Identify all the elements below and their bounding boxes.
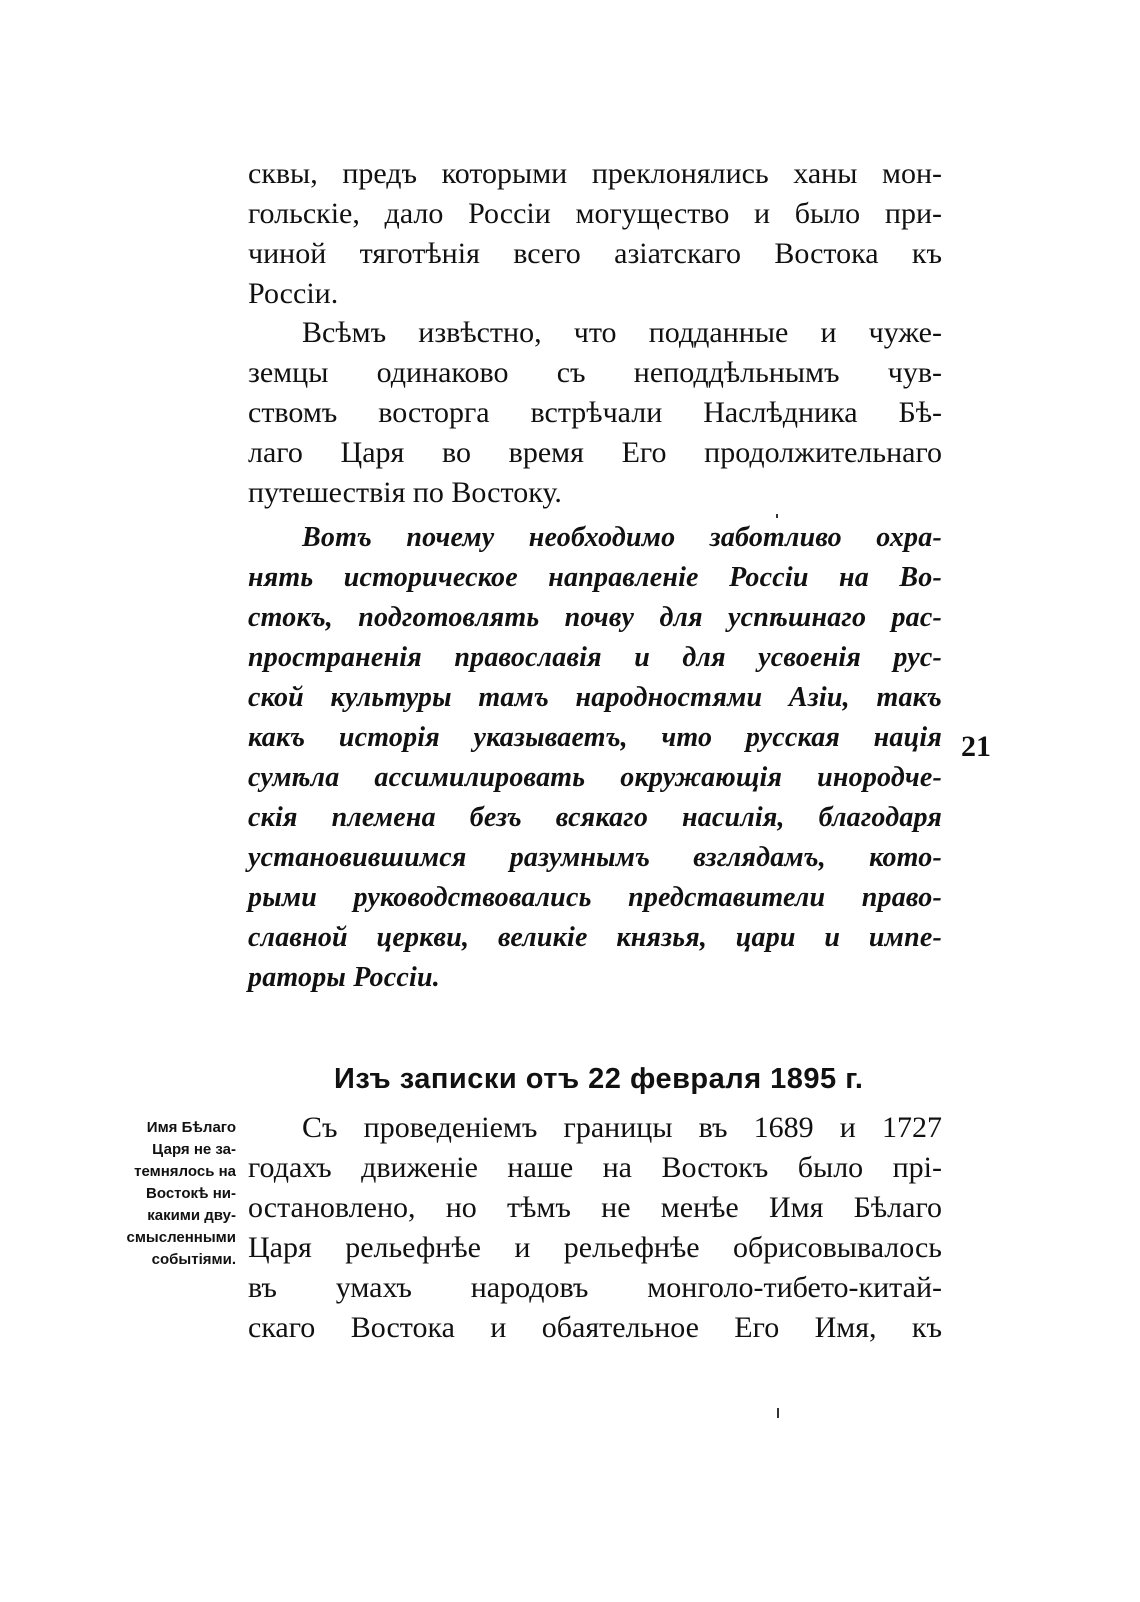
italic-line: Вотъ почему необходимо заботливо охра- (302, 522, 942, 553)
italic-paragraph (248, 518, 942, 998)
paragraph-final (248, 1108, 942, 1348)
italic-line: нять историческое направленіе Россіи на Во- (248, 562, 942, 593)
paragraph-line: лаго Царя во время Его продолжительнаго (248, 436, 942, 469)
paragraph-line: земцы одинаково съ неподдѣльнымъ чув- (248, 356, 942, 389)
italic-line: пространенія православія и для усвоенія рус- (248, 642, 942, 673)
paragraph-line: скаго Востока и обаятельное Его Имя, къ (248, 1311, 942, 1344)
paragraph-line: ствомъ восторга встрѣчали Наслѣдника Бѣ- (248, 396, 942, 429)
italic-line: стокъ, подготовлять почву для успѣшнаго рас- (248, 602, 942, 633)
paragraph-line: сквы, предъ которыми преклонялись ханы мон- (248, 157, 942, 190)
paragraph-2 (248, 313, 942, 513)
italic-line: ской культуры тамъ народностями Азіи, такъ (248, 682, 942, 713)
italic-line: сумѣла ассимилировать окружающія инородче- (248, 762, 942, 793)
italic-line: скія племена безъ всякаго насилія, благодаря (248, 802, 942, 833)
margin-note-line: темнялось на (134, 1163, 236, 1180)
margin-note-line: событіями. (151, 1251, 236, 1268)
paragraph-1 (248, 154, 942, 314)
scan-speck (777, 1408, 779, 1418)
page-number: 21 (961, 730, 991, 763)
paragraph-line: чиной тяготѣнія всего азіатскаго Востока къ (248, 237, 942, 270)
scan-speck (776, 514, 778, 518)
section-heading: Изъ записки отъ 22 февраля 1895 г. (334, 1063, 864, 1095)
paragraph-line: Всѣмъ извѣстно, что подданные и чуже- (302, 316, 942, 349)
paragraph-line: остановлено, но тѣмъ не менѣе Имя Бѣлаго (248, 1191, 942, 1224)
margin-note-line: какими дву- (147, 1207, 236, 1224)
paragraph-line: въ умахъ народовъ монголо-тибето-китай- (248, 1271, 942, 1304)
margin-note (104, 1117, 236, 1271)
margin-note-line: смысленными (126, 1229, 236, 1246)
paragraph-line: Царя рельефнѣе и рельефнѣе обрисовывалось (248, 1231, 942, 1264)
paragraph-line: путешествія по Востоку. (248, 476, 562, 509)
margin-note-line: Востокѣ ни- (146, 1185, 236, 1202)
italic-line: какъ исторія указываетъ, что русская нація (248, 722, 942, 753)
paragraph-line: Россіи. (248, 277, 339, 310)
margin-note-line: Царя не за- (152, 1141, 236, 1158)
italic-line: раторы Россіи. (248, 962, 440, 993)
paragraph-line: Съ проведеніемъ границы въ 1689 и 1727 (302, 1111, 942, 1144)
italic-line: рыми руководствовались представители право- (248, 882, 942, 913)
italic-line: славной церкви, великіе князья, цари и импе- (248, 922, 942, 953)
paragraph-line: гольскіе, дало Россіи могущество и было при- (248, 197, 942, 230)
paragraph-line: годахъ движеніе наше на Востокъ было прі- (248, 1151, 942, 1184)
margin-note-line: Имя Бѣлаго (146, 1119, 236, 1136)
italic-line: установившимся разумнымъ взглядамъ, кото- (248, 842, 942, 873)
